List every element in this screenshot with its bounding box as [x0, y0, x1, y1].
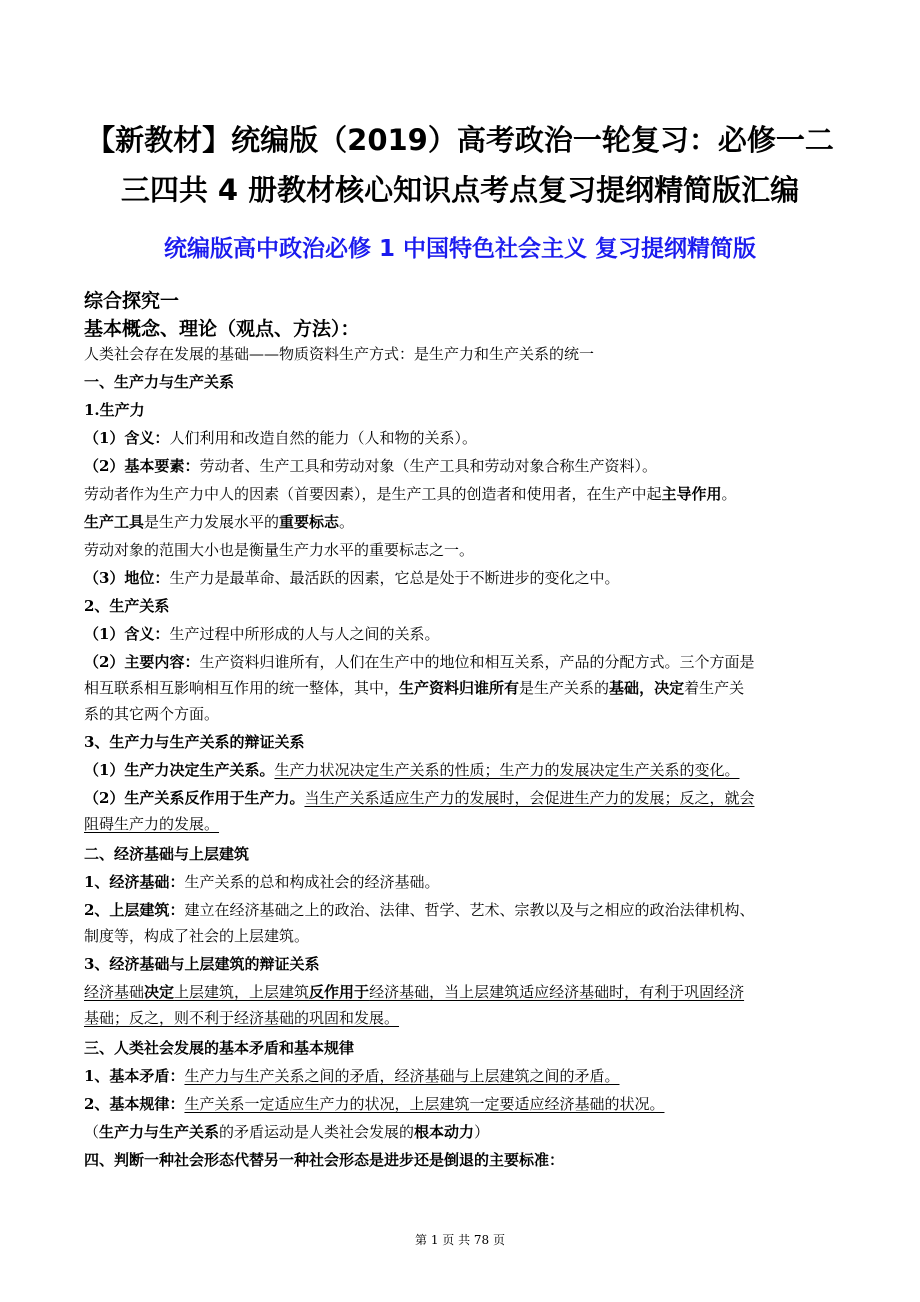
paragraph-line — [84, 459, 844, 474]
term-text: 劳动者、生产工具和劳动对象（生产工具和劳动对象合称生产资料）。 — [199, 457, 657, 475]
emphasis-run: 基础 — [609, 679, 640, 697]
paragraph-line — [84, 763, 844, 778]
term-label: 2、上层建筑： — [84, 901, 185, 919]
term-label: （2）基本要素： — [84, 457, 200, 475]
heading-base-superstructure-relation: 3、经济基础与上层建筑的辩证关系 — [84, 955, 320, 973]
heading-economic-base: 二、经济基础与上层建筑 — [84, 845, 250, 863]
term-label: （1）含义： — [84, 625, 170, 643]
term-text: 生产资料归谁所有，人们在生产中的地位和相互关系，产品的分配方式。三个方面是 — [199, 653, 755, 671]
emphasis-run: 生产力与生产关系 — [99, 1123, 220, 1141]
heading-production-relations: 2、生产关系 — [84, 597, 170, 615]
term-label: （1）生产力决定生产关系。 — [84, 761, 275, 779]
heading-social-form-criteria: 四、判断一种社会形态代替另一种社会形态是进步还是倒退的主要标准： — [84, 1151, 565, 1169]
heading-dialectical-relation: 3、生产力与生产关系的辩证关系 — [84, 733, 305, 751]
paragraph-line — [84, 681, 844, 696]
underlined-text: 生产关系一定适应生产力的状况，上层建筑一定要适应经济基础的状况。 — [184, 1095, 665, 1113]
term-label: 1、基本矛盾： — [84, 1067, 185, 1085]
underlined-text: 阻碍生产力的发展。 — [84, 815, 220, 833]
term-text: 建立在经济基础之上的政治、法律、哲学、艺术、宗教以及与之相应的政治法律机构、 — [184, 901, 755, 919]
emphasis-run: 反作用于 — [309, 983, 370, 1001]
underlined-text: 生产力与生产关系之间的矛盾，经济基础与上层建筑之间的矛盾。 — [184, 1067, 620, 1085]
paragraph-line: 系的其它两个方面。 — [84, 705, 220, 723]
text-run: 相互联系相互影响相互作用的统一整体，其中， — [84, 679, 400, 697]
term-label: （2）主要内容： — [84, 653, 200, 671]
paragraph-line: 劳动对象的范围大小也是衡量生产力水平的重要标志之一。 — [84, 541, 475, 559]
paragraph-line — [84, 903, 844, 918]
emphasis-run: 决定 — [654, 679, 685, 697]
underlined-text: 生产力状况决定生产关系的性质；生产力的发展决定生产关系的变化。 — [274, 761, 740, 779]
paragraph-line — [84, 1097, 844, 1112]
term-label: （2）生产关系反作用于生产力。 — [84, 789, 305, 807]
term-label: （3）地位： — [84, 569, 170, 587]
emphasis-run: 决定 — [144, 983, 175, 1001]
text-run: 是生产关系的 — [519, 679, 610, 697]
paragraph-line — [84, 1011, 844, 1026]
paragraph-line — [84, 627, 844, 642]
heading-productive-forces-relations: 一、生产力与生产关系 — [84, 373, 235, 391]
text-run: 经济基础 — [84, 983, 145, 1001]
term-text: 生产力是最革命、最活跃的因素，它总是处于不断进步的变化之中。 — [169, 569, 620, 587]
document-subtitle: 统编版高中政治必修 1 中国特色社会主义 复习提纲精简版 — [163, 236, 757, 262]
term-text: 人们利用和改造自然的能力（人和物的关系）。 — [169, 429, 477, 447]
text-run: 。 — [339, 513, 355, 531]
text-run: 着生产关 — [684, 679, 745, 697]
term-text: 生产过程中所形成的人与人之间的关系。 — [169, 625, 440, 643]
paragraph-line: 人类社会存在发展的基础——物质资料生产方式：是生产力和生产关系的统一 — [84, 345, 595, 363]
paragraph-line: 制度等，构成了社会的上层建筑。 — [84, 927, 310, 945]
paragraph-line — [84, 817, 844, 832]
text-run: （ — [84, 1123, 100, 1141]
document-title-line-1: 【新教材】统编版（2019）高考政治一轮复习：必修一二 — [86, 123, 834, 157]
underlined-text: 当生产关系适应生产力的发展时，会促进生产力的发展；反之，就会 — [304, 789, 755, 807]
underlined-text: 基础；反之，则不利于经济基础的巩固和发展。 — [84, 1009, 400, 1027]
text-run: 。 — [721, 485, 737, 503]
paragraph-line — [84, 1069, 844, 1084]
emphasis-run: 重要标志 — [279, 513, 340, 531]
emphasis-run: 生产资料归谁所有 — [399, 679, 520, 697]
paragraph-line — [84, 655, 844, 670]
heading-basic-contradiction: 三、人类社会发展的基本矛盾和基本规律 — [84, 1039, 355, 1057]
paragraph-line — [84, 875, 844, 890]
paragraph-line — [84, 791, 844, 806]
paragraph-line — [84, 1125, 844, 1140]
emphasis-run: 主导作用 — [661, 485, 722, 503]
term-label: （1）含义： — [84, 429, 170, 447]
section-heading: 综合探究一 — [84, 290, 180, 312]
heading-productive-forces: 1.生产力 — [84, 401, 145, 419]
term-label: 2、基本规律： — [84, 1095, 185, 1113]
term-label: 1、经济基础： — [84, 873, 185, 891]
text-run: ） — [474, 1123, 490, 1141]
paragraph-line — [84, 571, 844, 586]
text-run: 上层建筑，上层建筑 — [174, 983, 310, 1001]
page-footer: 第 1 页 共 78 页 — [415, 1233, 505, 1247]
text-run: 的矛盾运动是人类社会发展的 — [219, 1123, 415, 1141]
emphasis-run: 生产工具 — [84, 513, 145, 531]
text-run: 是生产力发展水平的 — [144, 513, 280, 531]
term-text: 生产关系的总和构成社会的经济基础。 — [184, 873, 440, 891]
emphasis-run: 根本动力 — [414, 1123, 475, 1141]
document-title-line-2: 三四共 4 册教材核心知识点考点复习提纲精简版汇编 — [120, 173, 800, 207]
section-subheading: 基本概念、理论（观点、方法）： — [84, 318, 360, 340]
paragraph-line — [84, 487, 844, 502]
paragraph-line — [84, 515, 844, 530]
paragraph-line — [84, 985, 844, 1000]
text-run: 经济基础，当上层建筑适应经济基础时，有利于巩固经济 — [369, 983, 745, 1001]
text-run: 劳动者作为生产力中人的因素（首要因素），是生产工具的创造者和使用者，在生产中起 — [84, 485, 662, 503]
paragraph-line — [84, 431, 844, 446]
emphasis-run: ， — [639, 679, 655, 697]
